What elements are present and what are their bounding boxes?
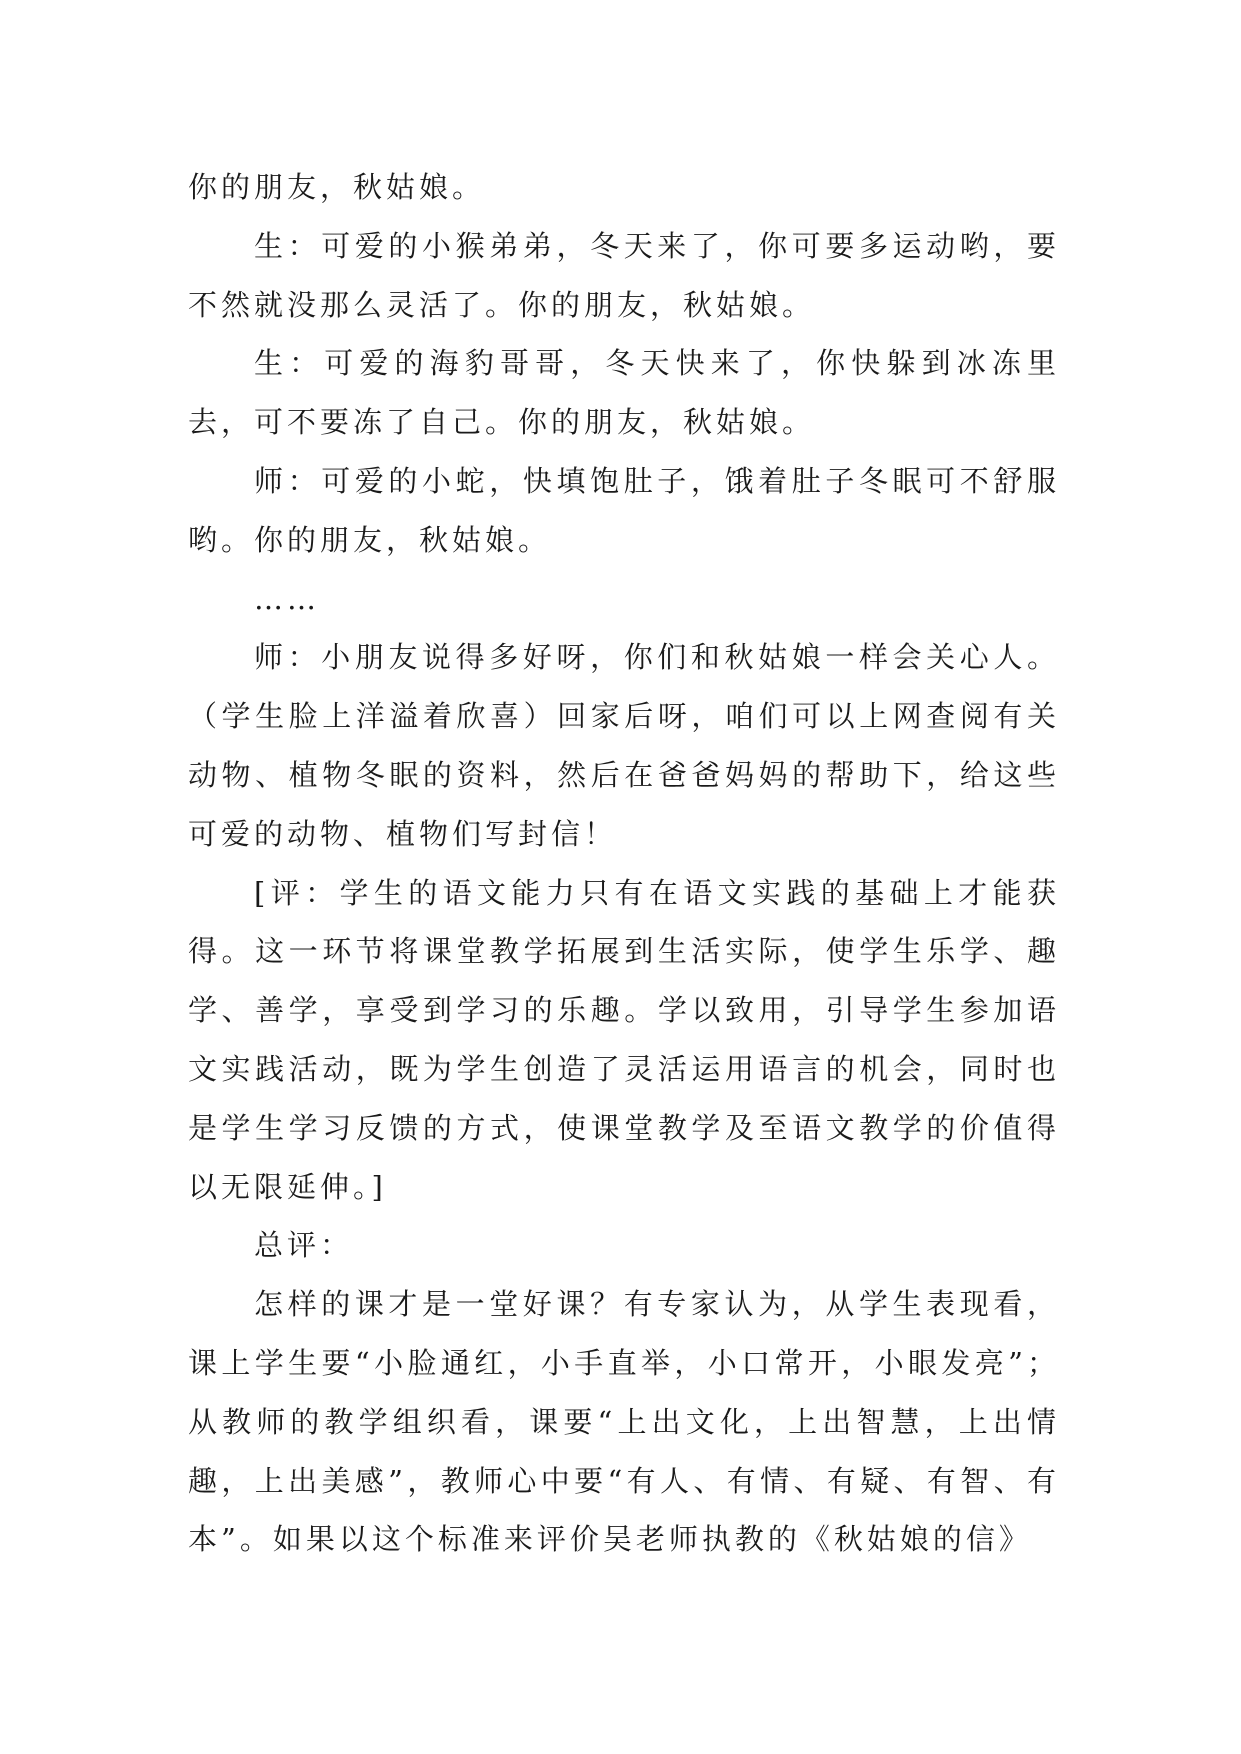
paragraph-teacher-snake: 师：可爱的小蛇，快填饱肚子，饿着肚子冬眠可不舒服哟。你的朋友，秋姑娘。 (188, 463, 1060, 557)
paragraph-student-seal: 生：可爱的海豹哥哥，冬天快来了，你快躲到冰冻里去，可不要冻了自己。你的朋友，秋姑娘。 (188, 346, 1060, 440)
document-body (188, 158, 1060, 1569)
paragraph-continuation: 你的朋友，秋姑娘。 (188, 170, 486, 204)
paragraph-ellipsis: …… (254, 581, 320, 616)
paragraph-summary-body: 怎样的课才是一堂好课？有专家认为，从学生表现看，课上学生要“小脸通红，小手直举，小口常开，小眼发亮”；从教师的教学组织看，课要“上出文化，上出智慧，上出情趣，上出美感”，教师心中要“有人、有情、有疑、有智、有本”。如果以这个标准来评价吴老师执教的《秋姑娘的信》 (188, 1287, 1060, 1557)
paragraph-teacher-homework: 师：小朋友说得多好呀，你们和秋姑娘一样会关心人。（学生脸上洋溢着欣喜）回家后呀，咱们可以上网查阅有关动物、植物冬眠的资料，然后在爸爸妈妈的帮助下，给这些可爱的动物、植物们写封信！ (188, 640, 1060, 851)
paragraph-summary-heading: 总评： (254, 1228, 354, 1263)
paragraph-student-monkey: 生：可爱的小猴弟弟，冬天来了，你可要多运动哟，要不然就没那么灵活了。你的朋友，秋姑娘。 (188, 228, 1060, 322)
paragraph-commentary: [评：学生的语文能力只有在语文实践的基础上才能获得。这一环节将课堂教学拓展到生活实际，使学生乐学、趣学、善学，享受到学习的乐趣。学以致用，引导学生参加语文实践活动，既为学生创造了灵活运用语言的机会，同时也是学生学习反馈的方式，使课堂教学及至语文教学的价值得以无限延伸。] (188, 875, 1060, 1204)
